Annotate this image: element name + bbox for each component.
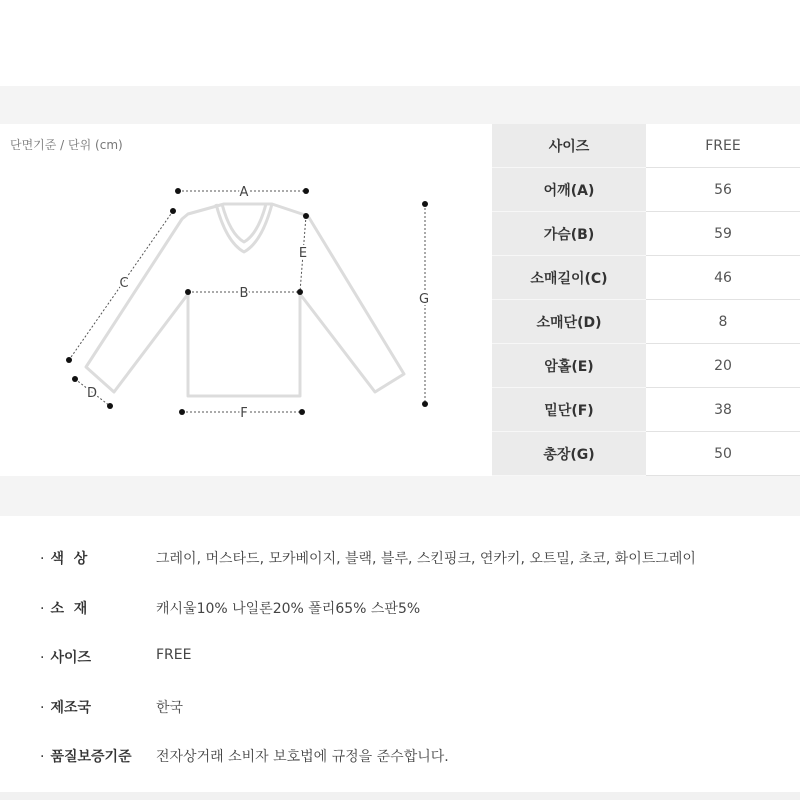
label-a: A bbox=[239, 185, 249, 200]
garment-diagram bbox=[0, 124, 488, 476]
table-value: 20 bbox=[646, 344, 800, 388]
spec-value: 한국 bbox=[156, 699, 184, 716]
table-row bbox=[492, 124, 800, 168]
table-value: 38 bbox=[646, 388, 800, 432]
label-c: C bbox=[119, 276, 129, 291]
table-value: 50 bbox=[646, 432, 800, 476]
table-value: 46 bbox=[646, 256, 800, 300]
label-g: G bbox=[418, 292, 430, 307]
spec-label: 제조국 bbox=[50, 699, 92, 716]
table-row bbox=[492, 388, 800, 432]
label-f: F bbox=[240, 406, 248, 421]
product-specs bbox=[40, 540, 780, 788]
table-row bbox=[492, 212, 800, 256]
table-key: 가슴(B) bbox=[492, 212, 646, 256]
table-key: 밑단(F) bbox=[492, 388, 646, 432]
table-key: 소매길이(C) bbox=[492, 256, 646, 300]
spec-value: 전자상거래 소비자 보호법에 규정을 준수합니다. bbox=[156, 749, 449, 765]
bullet-dot: · bbox=[40, 600, 45, 617]
spec-label: 소 재 bbox=[50, 600, 88, 617]
size-diagram-panel bbox=[0, 124, 488, 476]
spec-label: 색 상 bbox=[50, 551, 88, 567]
bottom-band bbox=[0, 792, 800, 800]
table-key: 어깨(A) bbox=[492, 168, 646, 212]
table-value: 8 bbox=[646, 300, 800, 344]
measurement-dots bbox=[66, 188, 428, 415]
table-row bbox=[492, 300, 800, 344]
spec-row-size bbox=[40, 639, 780, 689]
label-d: D bbox=[86, 386, 98, 401]
table-key: 총장(G) bbox=[492, 432, 646, 476]
bullet-dot: · bbox=[40, 650, 45, 666]
table-row bbox=[492, 168, 800, 212]
size-table bbox=[492, 124, 800, 476]
spec-row-material bbox=[40, 590, 780, 640]
spec-row-quality bbox=[40, 738, 780, 788]
spec-value: FREE bbox=[156, 647, 192, 663]
spec-label-wrap bbox=[40, 647, 91, 667]
middle-spacer-band bbox=[0, 476, 800, 516]
label-e: E bbox=[298, 246, 308, 261]
table-row bbox=[492, 344, 800, 388]
spec-value: 캐시울10% 나일론20% 폴리65% 스판5% bbox=[156, 600, 421, 617]
bullet-dot: · bbox=[40, 699, 45, 716]
table-key: 소매단(D) bbox=[492, 300, 646, 344]
spec-value: 그레이, 머스타드, 모카베이지, 블랙, 블루, 스킨핑크, 연카키, 오트밀, 초코, 화이트그레이 bbox=[156, 551, 696, 567]
top-spacer-band bbox=[0, 86, 800, 124]
table-key: 암홀(E) bbox=[492, 344, 646, 388]
table-row bbox=[492, 432, 800, 476]
label-b: B bbox=[239, 286, 249, 301]
table-value: 59 bbox=[646, 212, 800, 256]
table-row bbox=[492, 256, 800, 300]
table-key: 사이즈 bbox=[492, 124, 646, 168]
spec-label-wrap bbox=[40, 697, 91, 717]
bullet-dot: · bbox=[40, 551, 45, 567]
unit-note: 단면기준 / 단위 (cm) bbox=[10, 138, 123, 152]
spec-label-wrap bbox=[40, 746, 132, 766]
table-value: 56 bbox=[646, 168, 800, 212]
table-value: FREE bbox=[646, 124, 800, 168]
spec-label: 사이즈 bbox=[50, 650, 92, 666]
spec-label: 품질보증기준 bbox=[50, 749, 132, 765]
bullet-dot: · bbox=[40, 749, 45, 765]
spec-label-wrap bbox=[40, 598, 87, 618]
spec-label-wrap bbox=[40, 548, 87, 568]
spec-row-origin bbox=[40, 689, 780, 739]
spec-row-color bbox=[40, 540, 780, 590]
